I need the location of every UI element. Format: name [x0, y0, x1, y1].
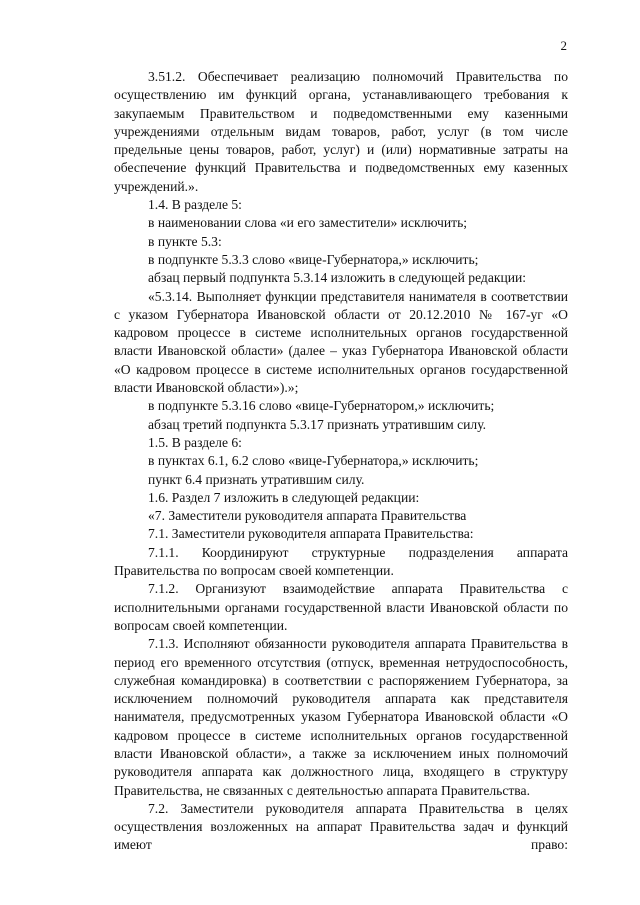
paragraph: абзац третий подпункта 5.3.17 признать утратившим силу. — [148, 416, 487, 432]
paragraph: в пункте 5.3: — [148, 233, 222, 249]
paragraph: в подпункте 5.3.3 слово «вице-Губернатора,» исключить; — [148, 251, 479, 267]
page-number: 2 — [560, 38, 567, 53]
paragraph: в подпункте 5.3.16 слово «вице-Губернатором,» исключить; — [148, 398, 495, 414]
paragraph: в наименовании слова «и его заместители» исключить; — [148, 215, 468, 231]
paragraph: 3.51.2. Обеспечивает реализацию полномочий Правительства по осуществлению им функций органа, устанавливающего требования к закупаемым Правительством и подведомственными ему казенными учреждениями отдельным видам товаров, работ, услуг (в том числе предельные цены товаров, работ, услуг) и (или) нормативные затраты на обеспечение функций Правительства и подведомственных ему казенных учреждений.». — [114, 69, 568, 194]
paragraph: «7. Заместители руководителя аппарата Правительства — [148, 508, 467, 524]
paragraph: абзац первый подпункта 5.3.14 изложить в следующей редакции: — [148, 270, 527, 286]
paragraph: 1.5. В разделе 6: — [148, 434, 242, 450]
paragraph: 7.1.3. Исполняют обязанности руководителя аппарата Правительства в период его временного отсутствия (отпуск, временная нетрудоспособность, служебная командировка) в соответствии с распоряжением Губернатора, за исключением полномочий руководителя аппарата как представителя нанимателя, предусмотренных указом Губернатора Ивановской области «О кадровом процессе в системе исполнительных органов государственной власти Ивановской области», а также за исключением иных полномочий руководителя аппарата как должностного лица, входящего в структуру Правительства, не связанных с деятельностью аппарата Правительства. — [114, 636, 568, 798]
paragraph: пункт 6.4 признать утратившим силу. — [148, 471, 365, 487]
paragraph: 7.1.2. Организуют взаимодействие аппарата Правительства с исполнительными органами государственной власти Ивановской области по вопросам своей компетенции. — [114, 581, 568, 633]
paragraph: 1.4. В разделе 5: — [148, 197, 242, 213]
paragraph: в пунктах 6.1, 6.2 слово «вице-Губернатора,» исключить; — [148, 453, 479, 469]
paragraph: 7.1.1. Координируют структурные подразделения аппарата Правительства по вопросам своей компетенции. — [114, 544, 568, 579]
paragraph: 7.1. Заместители руководителя аппарата Правительства: — [148, 526, 474, 542]
document-body — [114, 68, 568, 855]
paragraph: 1.6. Раздел 7 изложить в следующей редакции: — [148, 489, 420, 505]
paragraph: 7.2. Заместители руководителя аппарата Правительства в целях осуществления возложенных на аппарат Правительства задач и функций имеют право: — [114, 800, 568, 853]
paragraph: «5.3.14. Выполняет функции представителя нанимателя в соответствии с указом Губернатора Ивановской области от 20.12.2010 № 167-уг «О кадровом процессе в системе исполнительных органов государственной власти Ивановской области» (далее – указ Губернатора Ивановской области «О кадровом процессе в системе исполнительных органов государственной власти Ивановской области»).»; — [114, 288, 568, 396]
